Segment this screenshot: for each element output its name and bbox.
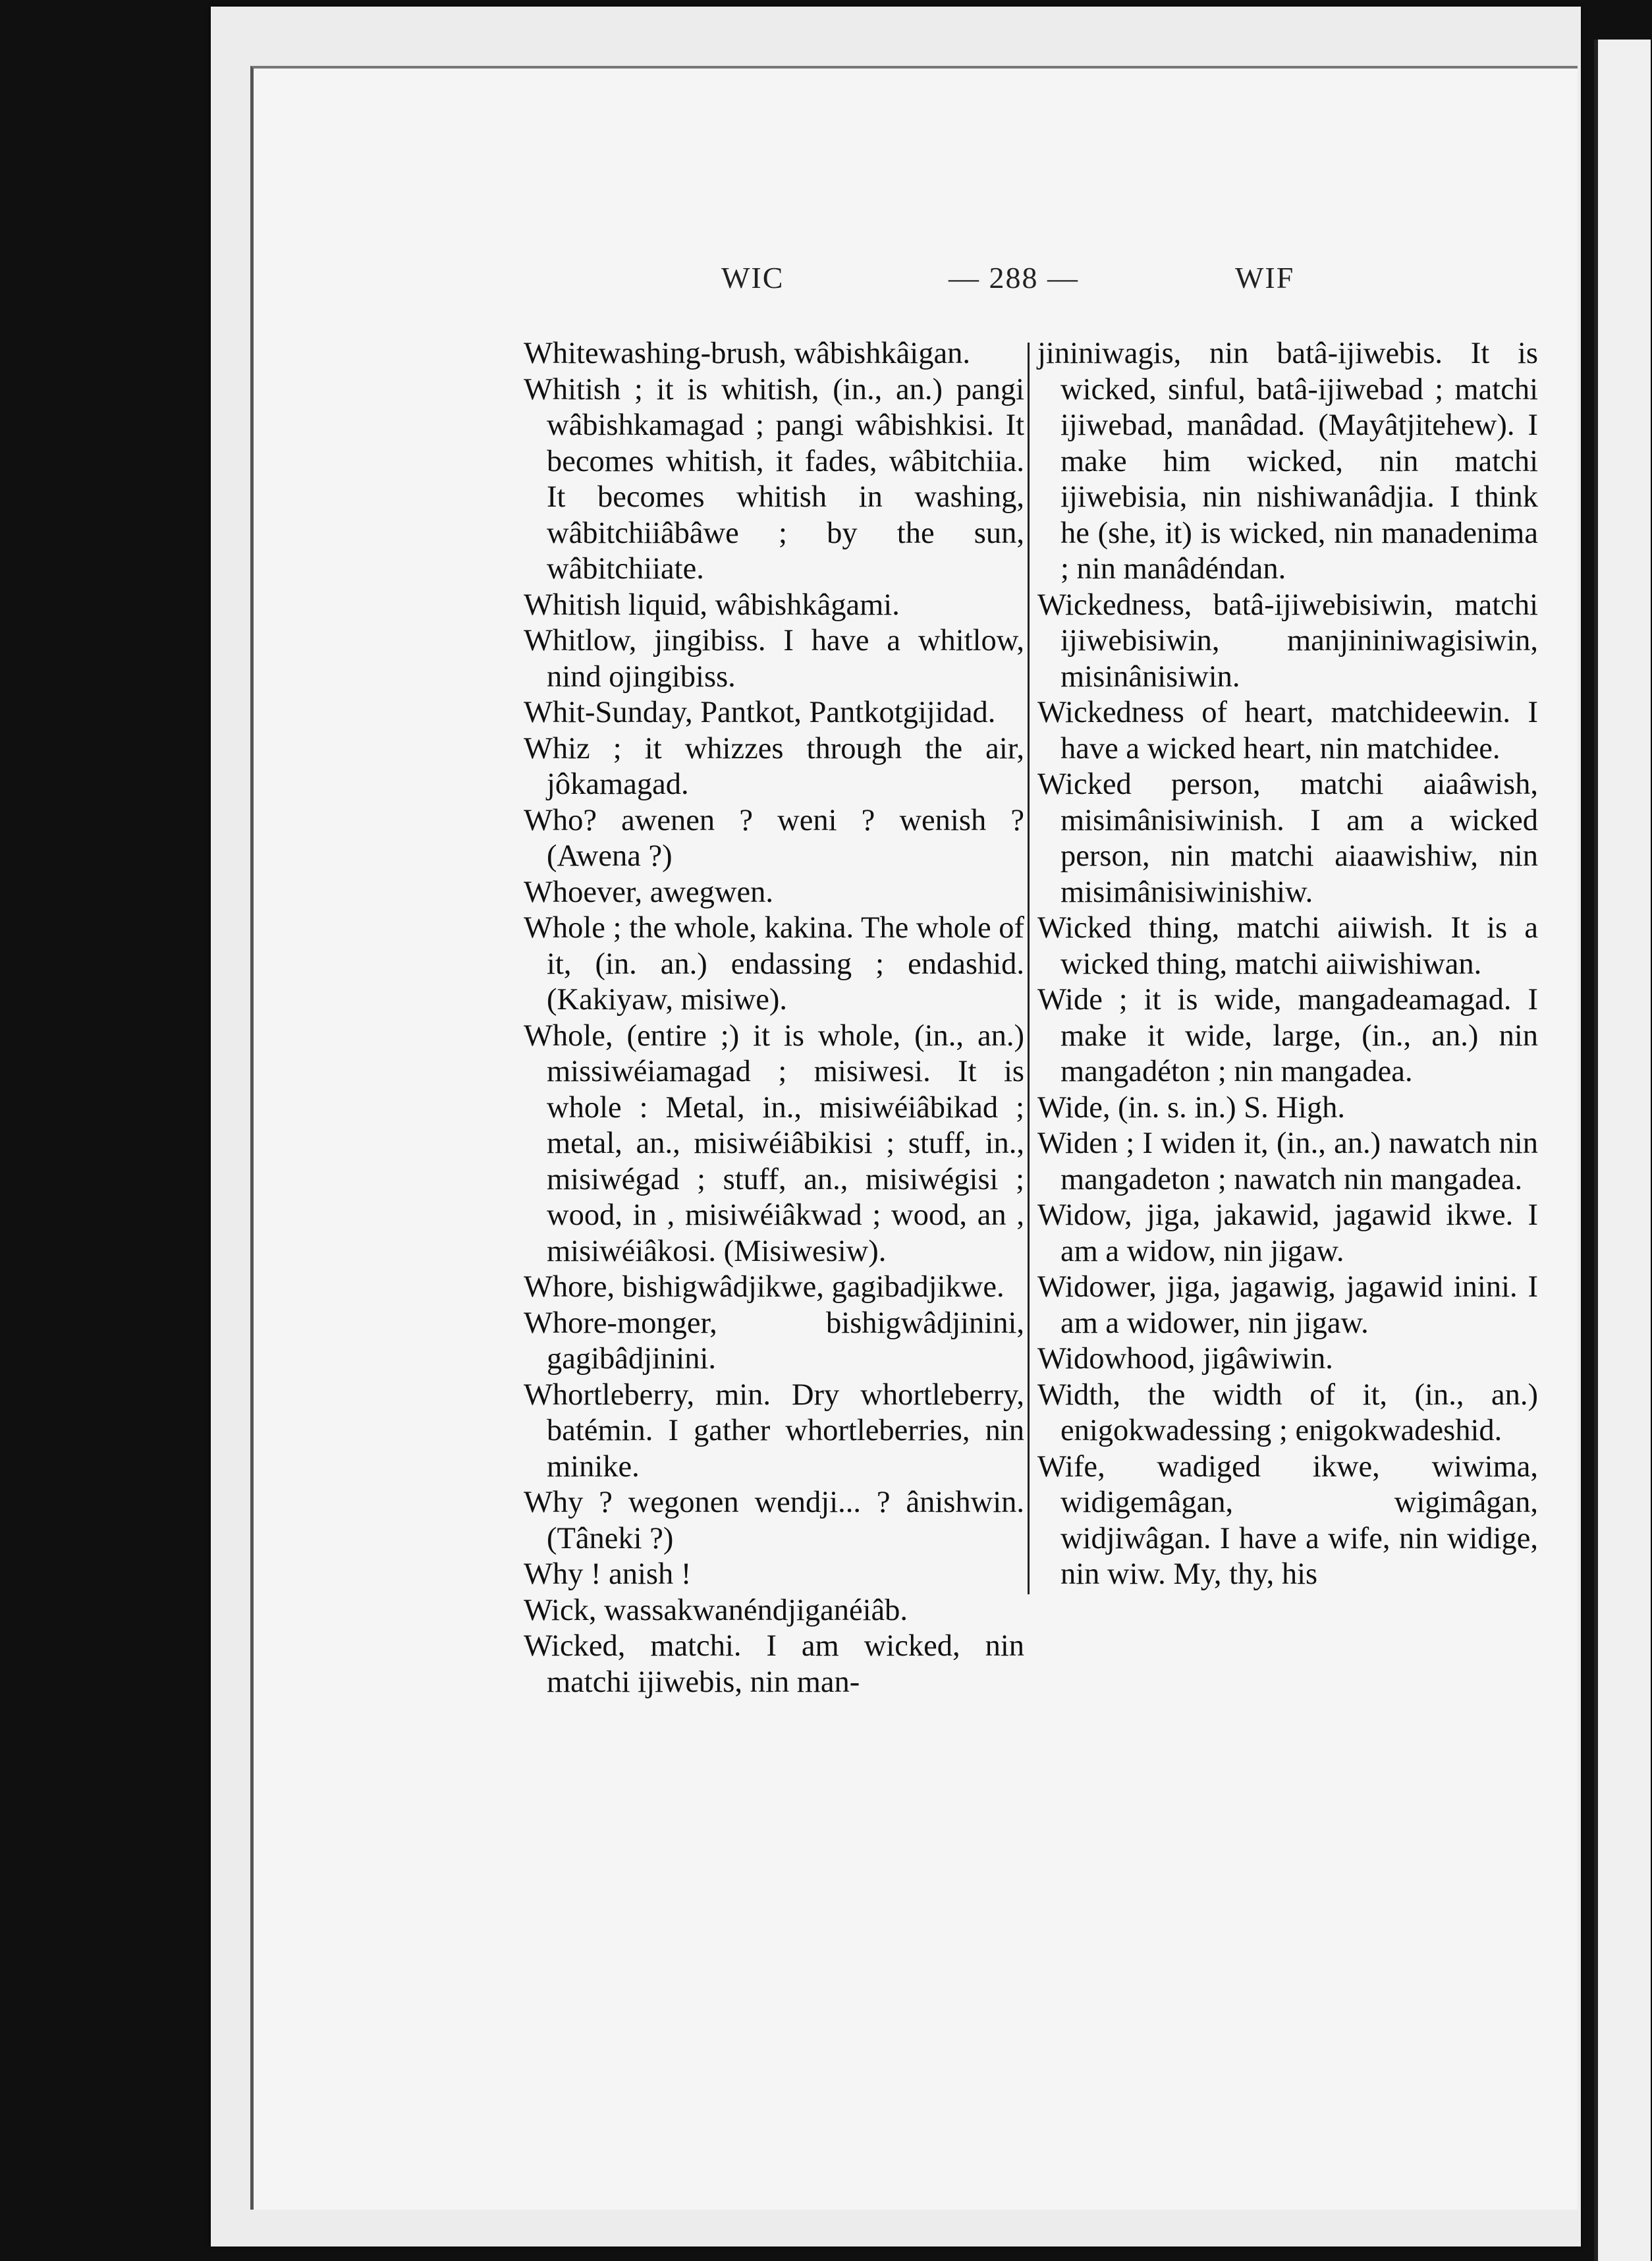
dictionary-entry: Widowhood, jigâwiwin. [1037,1342,1333,1376]
dictionary-entry: Whit-Sunday, Pantkot, Pantkotgijidad. [524,696,996,729]
dictionary-entry: Widower, jiga, jagawig, jagawid inini. I am a widower, nin jigaw. [1037,1270,1538,1340]
dictionary-entry: Whore-monger, bishigwâdjinini, gagibâdjinini. [524,1306,1024,1376]
column-divider [1028,343,1030,1594]
dictionary-entry: Why ? wegonen wendji... ? ânishwin. (Tâneki ?) [524,1486,1024,1555]
dictionary-entry: Whole, (entire ;) it is whole, (in., an.) missiwéiamagad ; misiwesi. It is whole : Metal, in., misiwéiâbikad ; metal, an., misiwéiâbikisi ; stuff, in., misiwégad ; stuff, an., misiwégisi ; wood, in , misiwéiâkwad ; wood, an , misiwéiâkosi. (Misiwesiw). [524,1019,1024,1268]
dictionary-entry: Width, the width of it, (in., an.) enigokwadessing ; enigokwadeshid. [1037,1378,1538,1447]
dictionary-entry: Whiz ; it whizzes through the air, jôkamagad. [524,731,1024,801]
dictionary-entry: Wickedness, batâ-ijiwebisiwin, matchi ijiwebisiwin, manjininiwagisiwin, misinânisiwin. [1037,588,1538,694]
dictionary-entry: Whortleberry, min. Dry whortleberry, batémin. I gather whortleberries, nin minike. [524,1378,1024,1484]
dictionary-entry: Wide ; it is wide, mangadeamagad. I make it wide, large, (in., an.) nin mangadéton ; nin mangadea. [1037,983,1538,1088]
dictionary-entry: Who? awenen ? weni ? wenish ? (Awena ?) [524,803,1024,873]
facing-page-edge [1594,40,1651,2261]
dictionary-entry: Wickedness of heart, matchideewin. I have a wicked heart, nin matchidee. [1037,696,1538,766]
dictionary-entry: Widow, jiga, jakawid, jagawid ikwe. I am a widow, nin jigaw. [1037,1198,1538,1268]
dictionary-entry: Whitish liquid, wâbishkâgami. [524,588,900,622]
dictionary-entry: Whole ; the whole, kakina. The whole of it, (in. an.) endassing ; endashid. (Kakiyaw, misiwe). [524,911,1024,1017]
dictionary-entry: Why ! anish ! [524,1557,692,1591]
left-guide-word: WIC [721,261,785,294]
dictionary-entry: Whitewashing-brush, wâbishkâigan. [524,337,970,370]
dictionary-entry: Whitish ; it is whitish, (in., an.) pangi wâbishkamagad ; pangi wâbishkisi. It becomes whitish, it fades, wâbitchiia. It becomes whitish in washing, wâbitchiiâbâwe ; by the sun, wâbitchiiate. [524,372,1024,586]
dictionary-entry: Wicked thing, matchi aiiwish. It is a wicked thing, matchi aiiwishiwan. [1037,911,1538,981]
dictionary-entry: Whitlow, jingibiss. I have a whitlow, nind ojingibiss. [524,624,1024,694]
dictionary-entry: Whore, bishigwâdjikwe, gagibadjikwe. [524,1270,1005,1304]
page-number: — 288 — [949,261,1079,294]
dictionary-entry: Wide, (in. s. in.) S. High. [1037,1090,1345,1125]
dictionary-entry: Wick, wassakwanéndjiganéiâb. [524,1593,908,1627]
dictionary-entry: Wicked, matchi. I am wicked, nin matchi ijiwebis, nin man- [524,1629,1024,1699]
right-column [1037,336,1538,1593]
right-guide-word: WIF [1235,261,1295,294]
left-column [524,336,1024,1700]
dictionary-entry: Wife, wadiged ikwe, wiwima, widigemâgan, wigimâgan, widjiwâgan. I have a wife, nin widige, nin wiw. My, thy, his [1037,1449,1538,1591]
dictionary-entry: jininiwagis, nin batâ-ijiwebis. It is wicked, sinful, batâ-ijiwebad ; matchi ijiwebad, manâdad. (Mayâtjitehew). I make him wicked, nin matchi ijiwebisia, nin nishiwanâdjia. I think he (she, it) is wicked, nin manadenima ; nin manâdéndan. [1037,337,1538,586]
dictionary-entry: Wicked person, matchi aiaâwish, misimânisiwinish. I am a wicked person, nin matchi aiaawishiw, nin misimânisiwinishiw. [1037,768,1538,909]
dictionary-entry: Whoever, awegwen. [524,875,773,909]
dictionary-entry: Widen ; I widen it, (in., an.) nawatch nin mangadeton ; nawatch nin mangadea. [1037,1127,1538,1196]
